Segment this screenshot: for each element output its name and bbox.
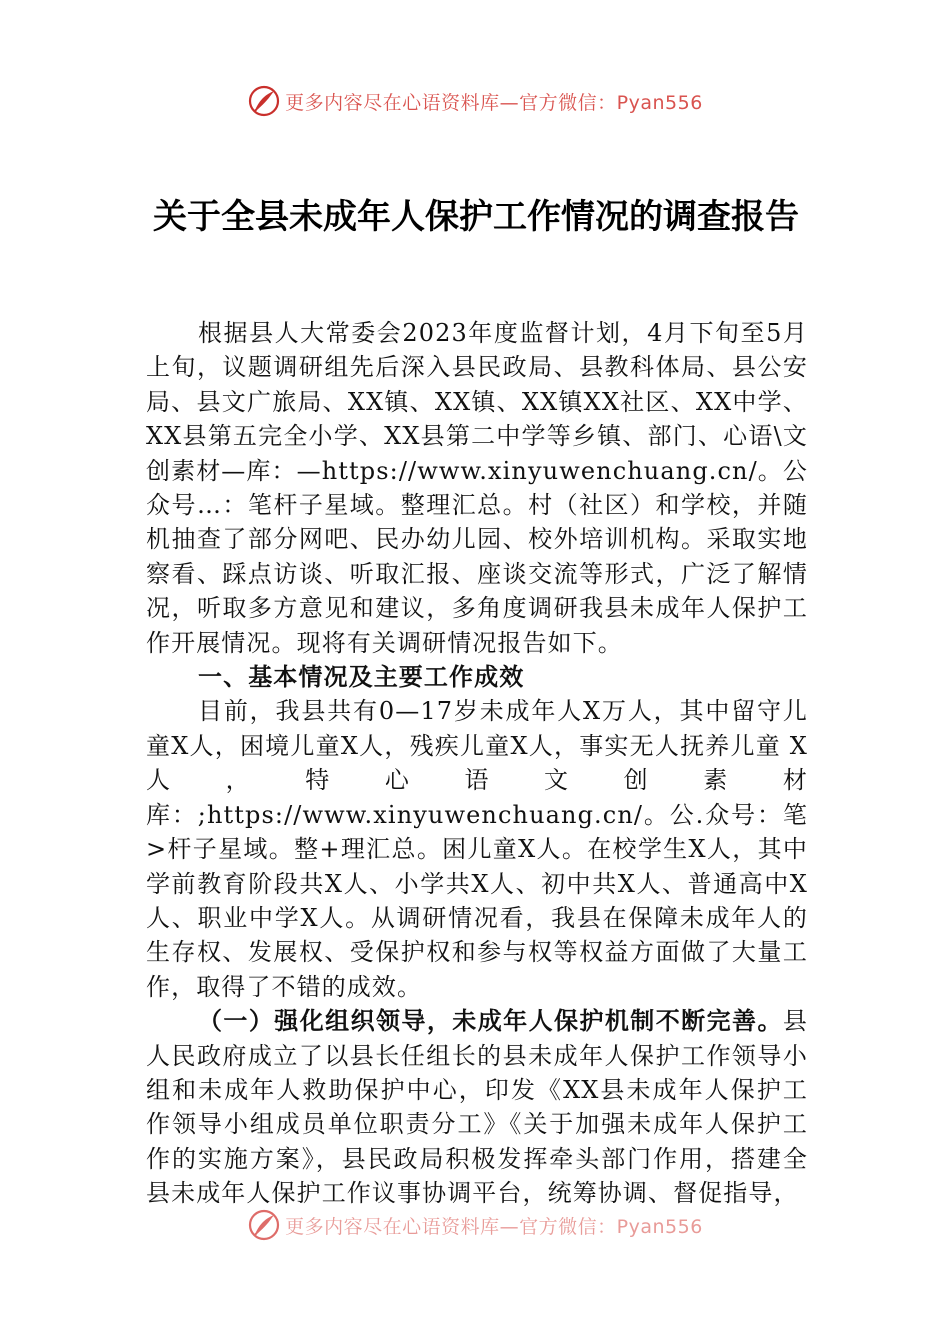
watermark-banner-top	[0, 84, 950, 118]
watermark-banner-bottom	[0, 1208, 950, 1242]
subsection-heading: （一）强化组织领导，未成年人保护机制不断完善。	[198, 1006, 783, 1036]
statistics-paragraph: 目前，我县共有0—17岁未成年人X万人，其中留守儿童X人，困境儿童X人，残疾儿童X人，事实无人抚养儿童 X 人，特心语文创素材库：;https://www.xinyuwenchuang.cn/。公.众号：笔>杆子星域。整+理汇总。困儿童X人。在校学生X人，其中学前教育阶段共X人、小学共X人、初中共X人、普通高中X人、职业中学X人。从调研情况看，我县在保障未成年人的生存权、发展权、受保护权和参与权等权益方面做了大量工作，取得了不错的成效。	[146, 697, 808, 1001]
document-body	[146, 316, 808, 1211]
section-heading: 一、基本情况及主要工作成效	[198, 663, 525, 692]
watermark-text: 更多内容尽在心语资料库—官方微信：Pyan556	[285, 1215, 703, 1238]
watermark-text: 更多内容尽在心语资料库—官方微信：Pyan556	[285, 91, 703, 114]
subsection-text: 县人民政府成立了以县长任组长的县未成年人保护工作领导小组和未成年人救助保护中心，印发《XX县未成年人保护工作领导小组成员单位职责分工》《关于加强未成年人保护工作的实施方案》，县民政局积极发挥牵头部门作用，搭建全县未成年人保护工作议事协调平台，统筹协调、督促指导，	[146, 1007, 808, 1208]
intro-paragraph: 根据县人大常委会2023年度监督计划，4月下旬至5月上旬，议题调研组先后深入县民政局、县教科体局、县公安局、县文广旅局、XX镇、XX镇、XX镇XX社区、XX中学、XX县第五完全小学、XX县第二中学等乡镇、部门、心语\文创素材—库：—https://www.xinyuwenchuang.cn/。公众号…：笔杆子星域。整理汇总。村（社区）和学校，并随机抽查了部分网吧、民办幼儿园、校外培训机构。采取实地察看、踩点访谈、听取汇报、座谈交流等形式，广泛了解情况，听取多方意见和建议，多角度调研我县未成年人保护工作开展情况。现将有关调研情况报告如下。	[146, 319, 808, 657]
quill-logo-icon	[247, 1208, 281, 1242]
quill-logo-icon	[247, 84, 281, 118]
document-title: 关于全县未成年人保护工作情况的调查报告	[153, 197, 799, 237]
subsection-paragraph	[146, 1004, 808, 1210]
